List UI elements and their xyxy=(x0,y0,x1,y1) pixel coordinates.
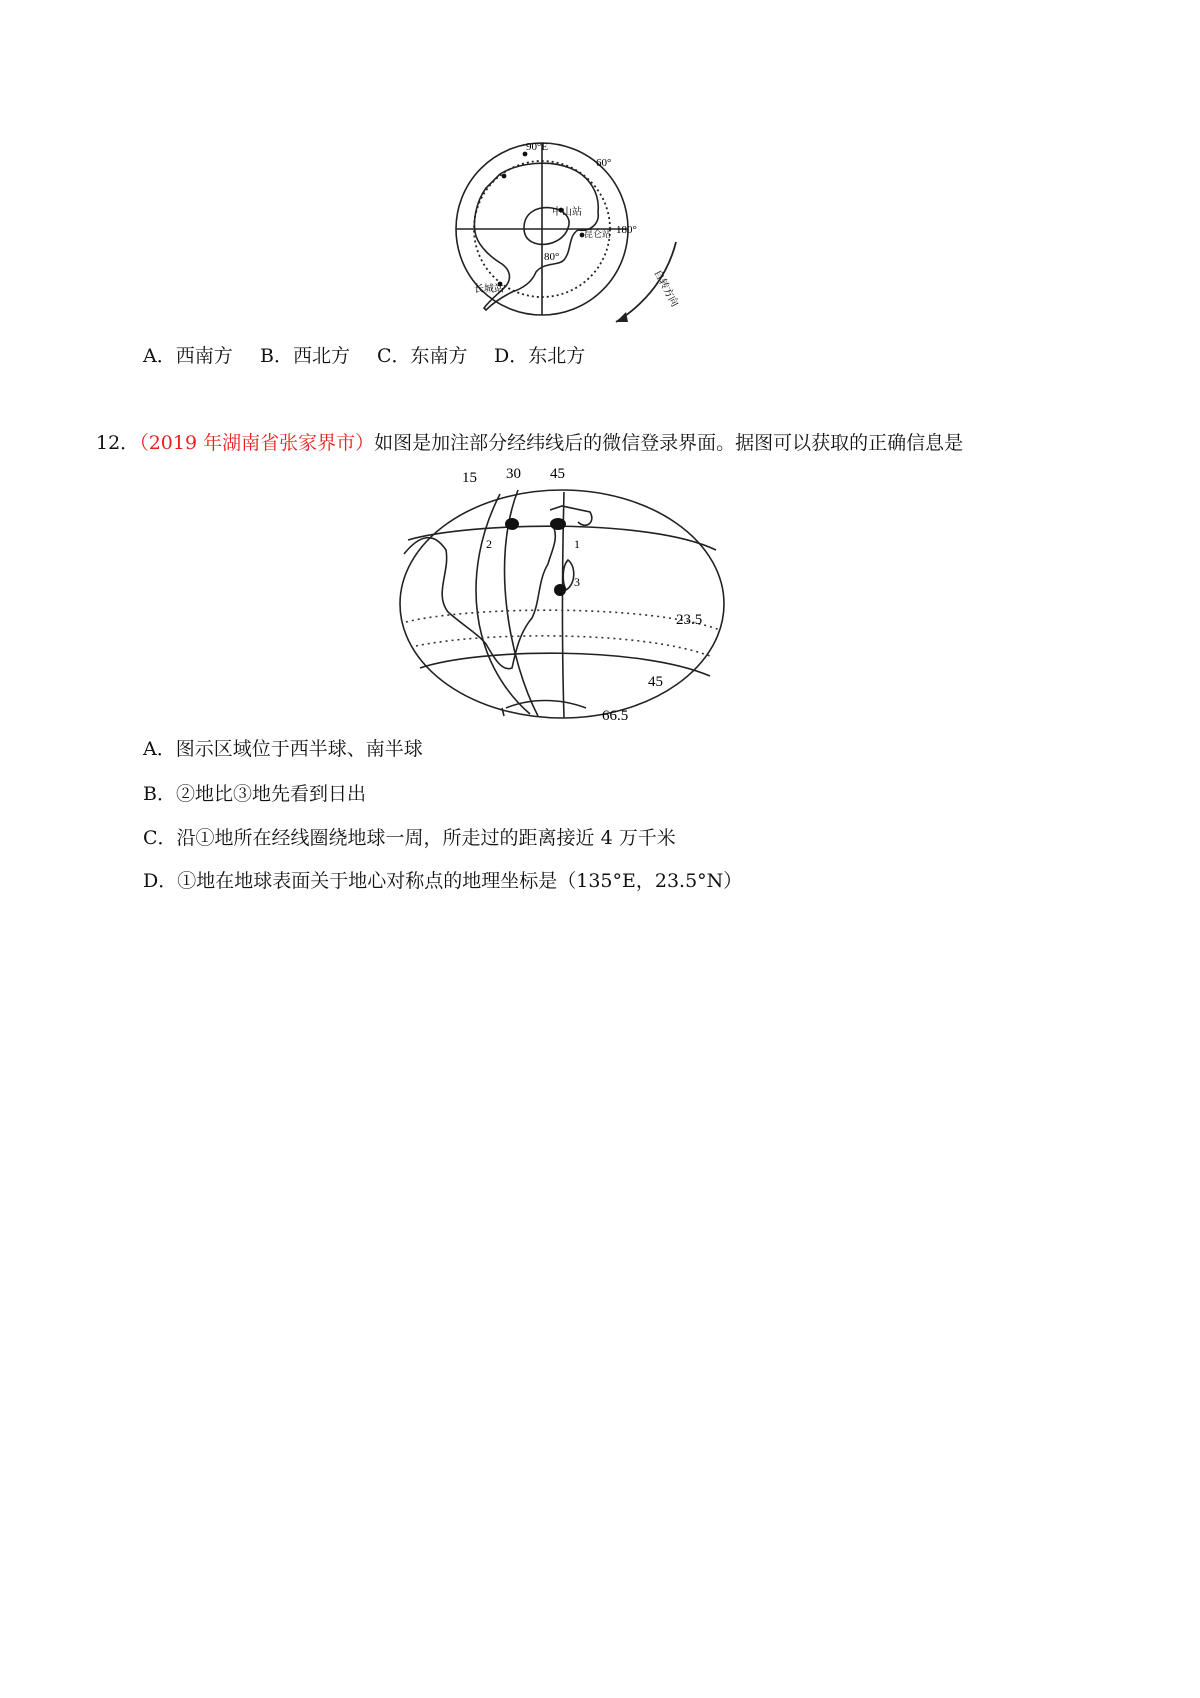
label-point-1: 1 xyxy=(574,537,580,551)
q12-option-c: C．沿①地所在经线圈绕地球一周，所走过的距离接近 4 万千米 xyxy=(143,827,676,849)
label-lat-66-5: 66.5 xyxy=(602,708,629,724)
label-180: 180° xyxy=(616,224,637,236)
q12-option-d: D．①地在地球表面关于地心对称点的地理坐标是（135°E，23.5°N） xyxy=(143,870,743,892)
label-rotation: 自转方向 xyxy=(651,268,680,309)
label-point-2: 2 xyxy=(486,537,492,551)
q11-option-a: A．西南方 xyxy=(143,345,233,367)
label-station-changcheng: 长城站 xyxy=(474,284,504,295)
label-lat-45: 45 xyxy=(648,674,663,690)
q12-option-b: B．②地比③地先看到日出 xyxy=(143,783,366,805)
q11-option-b: B．西北方 xyxy=(260,345,350,367)
q12-stem xyxy=(96,432,963,455)
question-number: 12． xyxy=(96,432,140,454)
q11-option-d: D．东北方 xyxy=(494,345,586,367)
label-lat-23-5: 23.5 xyxy=(676,612,703,628)
label-90e: 90°E xyxy=(526,141,549,153)
label-lon-30: 30 xyxy=(506,466,521,482)
label-kunlun: 昆仑站 xyxy=(584,229,612,239)
antarctica-polar-map xyxy=(440,132,700,342)
label-lon-45: 45 xyxy=(550,466,565,482)
q11-options xyxy=(143,345,585,368)
label-station-zhongshan: 中山站 xyxy=(552,207,582,218)
label-80: 80° xyxy=(544,251,560,263)
label-point-3: 3 xyxy=(574,575,580,589)
label-lon-15: 15 xyxy=(462,470,477,486)
globe-figure xyxy=(390,462,730,724)
q11-option-c: C．东南方 xyxy=(377,345,468,367)
q12-option-a: A．图示区域位于西半球、南半球 xyxy=(143,738,423,760)
label-60: 60° xyxy=(596,157,612,169)
question-text: 如图是加注部分经纬线后的微信登录界面。据图可以获取的正确信息是 xyxy=(374,432,964,454)
question-source: （2019 年湖南省张家界市） xyxy=(139,432,375,454)
